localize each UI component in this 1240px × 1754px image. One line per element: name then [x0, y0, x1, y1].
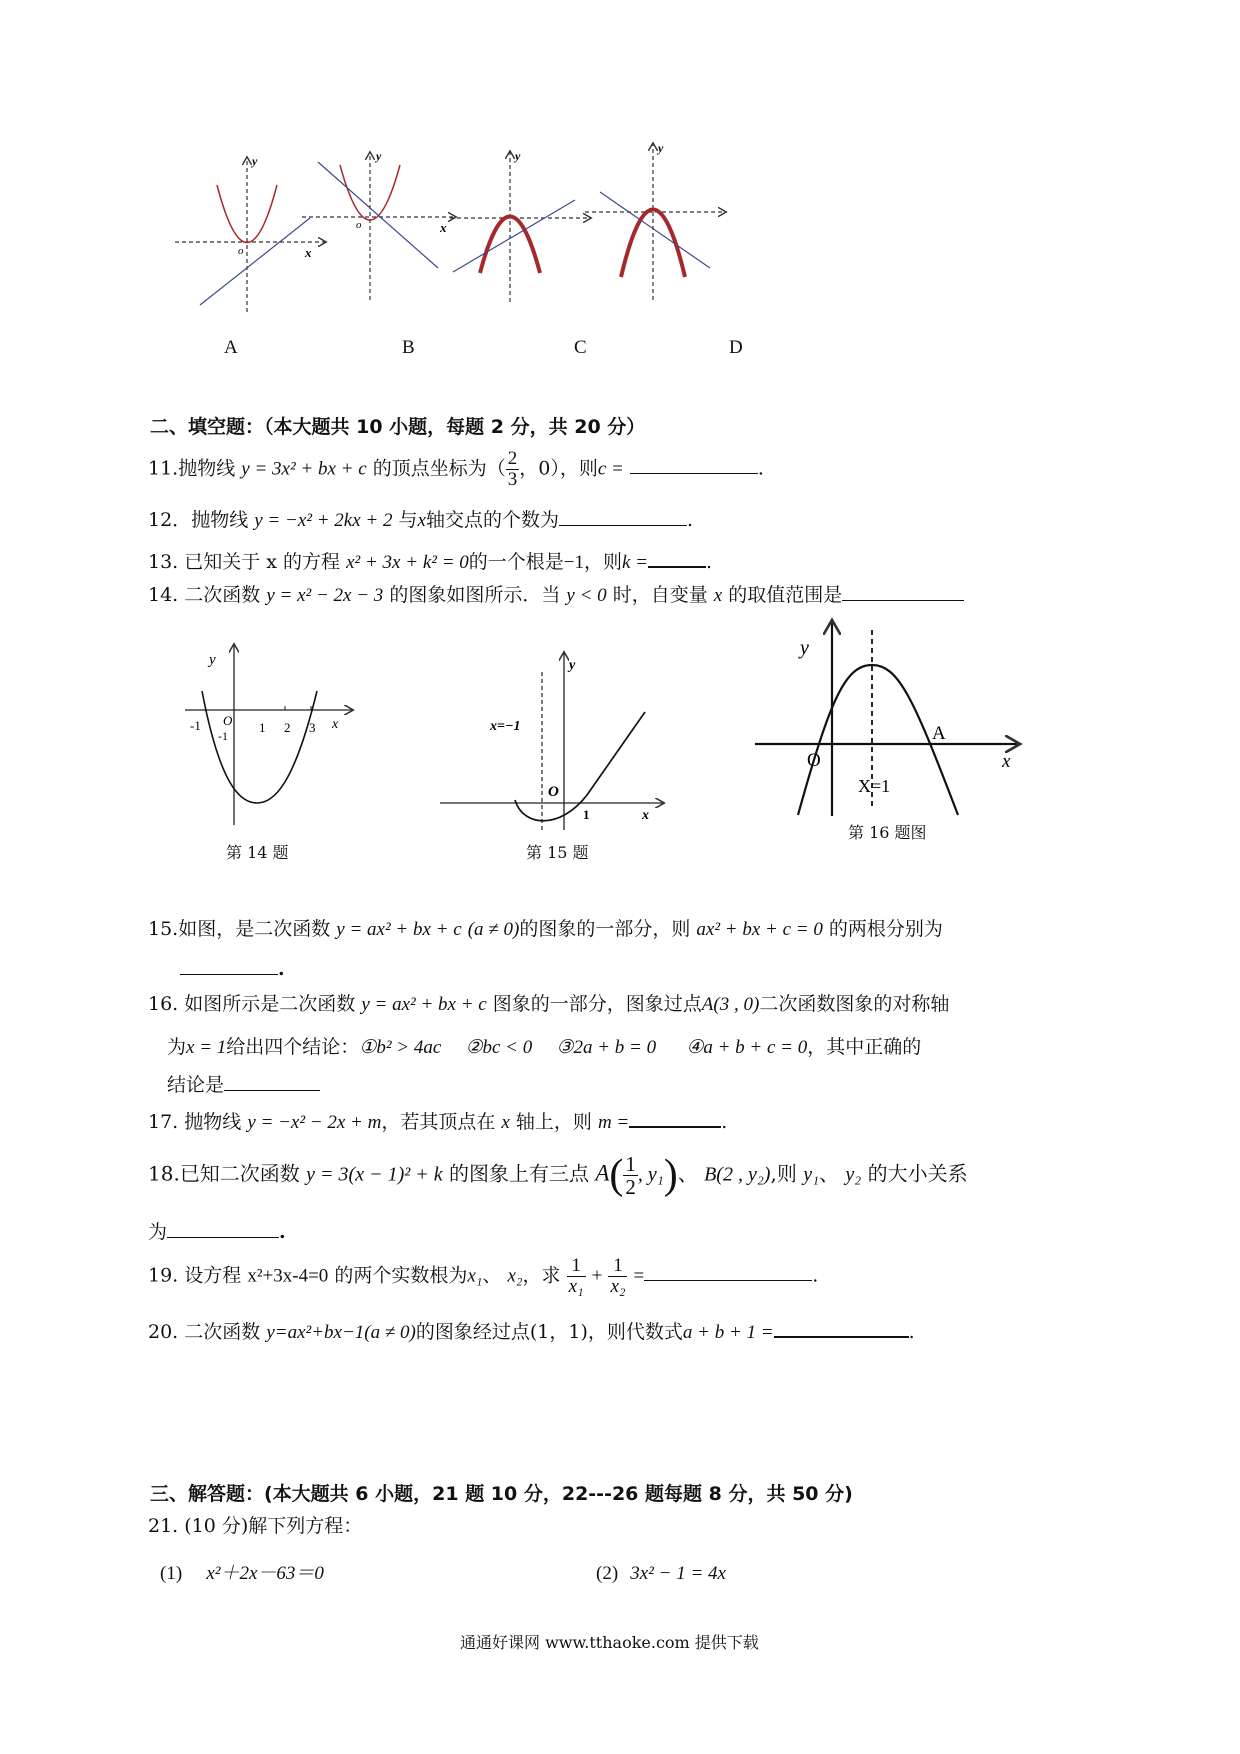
q19-frac2-den: x₂: [610, 1275, 626, 1297]
q17-text2: ，若其顶点在: [381, 1111, 496, 1133]
q16-equation: y = ax² + bx + c: [361, 994, 487, 1015]
fig14-x-label: x: [332, 717, 339, 732]
q14-text3: 时，自变量: [612, 584, 708, 606]
q18-equation: y = 3(x − 1)² + k: [306, 1163, 443, 1186]
q15-condition: (a ≠ 0): [467, 919, 520, 940]
q13-var: k =: [622, 552, 649, 573]
fig15-x-label: x: [642, 808, 649, 823]
question-11: [148, 449, 764, 490]
q19-text1: 设方程: [184, 1264, 242, 1287]
q13-num: 13.: [148, 551, 179, 573]
q16-text2: 图象的一部分，图象过点: [492, 993, 702, 1015]
q16-conclusion-1: ①b² > 4ac: [359, 1037, 442, 1058]
q12-text3: 轴交点的个数为: [425, 509, 559, 531]
q18-frac-den: 2: [625, 1174, 636, 1199]
q14-answer-blank[interactable]: [842, 600, 964, 601]
q16-point: A(3 , 0): [701, 994, 760, 1015]
q18-end: .: [279, 1221, 286, 1243]
q16-axis: x = 1: [186, 1037, 227, 1058]
graph-b-y: y: [376, 149, 382, 163]
q14-text2: 的图象如图所示．当: [389, 584, 561, 606]
q21-sub1-equation: x²＋2x－63＝0: [206, 1563, 324, 1584]
q12-var: x: [417, 510, 426, 531]
q21-sub2-equation: 3x² − 1 = 4x: [630, 1563, 726, 1584]
q19-frac2-num: 1: [608, 1256, 627, 1277]
q13-answer-blank[interactable]: [648, 566, 706, 568]
q20-num: 20.: [148, 1321, 179, 1343]
q11-text1: 抛物线: [178, 457, 236, 480]
question-20: [148, 1321, 915, 1345]
q20-expression: a + b + 1 =: [682, 1322, 774, 1343]
q18-num: 18.: [148, 1161, 180, 1186]
q19-frac1-den: x₁: [568, 1275, 584, 1297]
graph-b: [302, 149, 455, 300]
graph-a-origin: o: [238, 245, 244, 257]
q15-answer-blank[interactable]: [180, 974, 278, 975]
fig16-point-a: A: [932, 723, 946, 744]
fig16-x-label: x: [1002, 751, 1011, 772]
graph-a-y: y: [252, 154, 258, 168]
q18-text5: 的大小关系: [867, 1161, 968, 1186]
q18-answer-blank[interactable]: [167, 1237, 279, 1238]
q16-num: 16.: [148, 993, 179, 1015]
question-19: [148, 1256, 818, 1297]
q19-answer-blank[interactable]: [644, 1280, 812, 1281]
fig14-tick-1: 1: [259, 720, 266, 735]
q12-text2: 与: [398, 509, 418, 531]
q19-end: .: [812, 1264, 819, 1287]
q18-v1: y₁: [803, 1163, 820, 1186]
figure-15: [435, 650, 670, 835]
q21-sub1-num: (1): [160, 1563, 183, 1584]
fig16-origin: O: [807, 750, 821, 771]
q12-answer-blank[interactable]: [559, 525, 687, 526]
q11-num: 11.: [148, 457, 179, 480]
q18-text4: 、: [819, 1161, 840, 1186]
q19-plus: +: [591, 1265, 603, 1287]
q12-num: 12．: [148, 509, 192, 531]
q18-frac-num: 1: [625, 1151, 636, 1176]
q19-frac1: [567, 1256, 586, 1297]
q21-part-2: [596, 1562, 726, 1586]
q18-line2: [148, 1221, 286, 1244]
q20-answer-blank[interactable]: [774, 1336, 909, 1338]
q11-answer-blank[interactable]: [630, 473, 758, 474]
q19-equals: =: [633, 1265, 645, 1287]
fig14-tick-3: 3: [309, 720, 316, 735]
q11-text2: 的顶点坐标为（: [372, 457, 506, 480]
q18-y1: , y₁: [637, 1163, 664, 1186]
q18-fraction: [623, 1153, 638, 1198]
q19-num: 19.: [148, 1264, 179, 1287]
q20-equation: y=ax²+bx−1: [266, 1322, 365, 1343]
q17-var2: m =: [597, 1112, 630, 1133]
section3-heading: 三、解答题：(本大题共 6 小题，21 题 10 分，22---26 题每题 8 分，共 50 分): [150, 1483, 853, 1505]
q15-num: 15.: [148, 918, 179, 940]
question-16: [148, 993, 949, 1017]
q15-end: .: [278, 958, 285, 980]
question-18: 18.已知二次函数 y = 3(x − 1)² + k 的图象上有三点 A( $\frac{1}{2}$ , y₁)、 B(2 , y₂),则 y₁、 y₂ 的大小关系: [148, 1151, 968, 1199]
q16-text1: 如图所示是二次函数: [184, 993, 356, 1015]
q19-root1: x₁: [467, 1265, 483, 1287]
q18-text6: 为: [148, 1221, 168, 1243]
q16-line3: [167, 1074, 320, 1097]
graph-b-origin: o: [356, 219, 362, 231]
q13-root: −1: [563, 552, 584, 573]
q20-text2: 的图象经过点(1，1)，则代数式: [415, 1321, 683, 1343]
q19-text3: ，求: [522, 1264, 561, 1287]
question-21-title: 21. (10 分)解下列方程：: [148, 1515, 363, 1537]
q20-text1: 二次函数: [184, 1321, 261, 1343]
footer-credit: 通通好课网 www.tthaoke.com 提供下载: [460, 1633, 759, 1652]
q17-equation: y = −x² − 2x + m: [247, 1112, 382, 1133]
q11-frac-num: 2: [507, 448, 518, 469]
q16-line2: [167, 1036, 921, 1060]
option-graphs: [170, 141, 830, 320]
q14-condition: y < 0: [566, 585, 607, 606]
q18-point-b: B(2 , y₂): [704, 1163, 771, 1186]
fig14-origin: O: [223, 713, 233, 728]
q18-text2: 的图象上有三点: [448, 1161, 589, 1186]
q17-text3: 轴上，则: [515, 1111, 592, 1133]
option-label-c: C: [574, 337, 587, 358]
fig15-caption: 第 15 题: [526, 843, 589, 862]
q16-text5: 给出四个结论：: [226, 1036, 360, 1058]
q15-equation: y = ax² + bx + c: [336, 919, 462, 940]
question-17: [148, 1111, 727, 1135]
fig14-y-label: y: [209, 652, 216, 668]
q15-text3: 的两根分别为: [828, 918, 943, 940]
q20-end: .: [908, 1321, 915, 1343]
graph-a: [175, 154, 325, 312]
fig15-line-label: x=−1: [490, 719, 521, 734]
q16-text3: 二次函数图象的对称轴: [759, 993, 950, 1015]
q18-point-a: A: [595, 1160, 610, 1186]
fig15-y-label: y: [569, 658, 576, 673]
q17-text1: 抛物线: [184, 1111, 242, 1133]
fig16-axis-label: X=1: [858, 776, 891, 796]
fig14-tick-y: -1: [218, 729, 228, 743]
q18-text1: 已知二次函数: [179, 1161, 300, 1186]
graph-c: [450, 149, 590, 302]
q14-var: x: [713, 585, 723, 606]
graph-b-x: x: [440, 220, 447, 235]
q15-text1: 如图，是二次函数: [178, 918, 331, 940]
q19-frac1-num: 1: [567, 1256, 586, 1277]
fig15-tick-1: 1: [583, 807, 590, 822]
q18-v2: y₂: [845, 1163, 862, 1186]
q17-end: .: [721, 1111, 728, 1133]
q14-text4: 的取值范围是: [728, 584, 843, 606]
q19-text2: 的两个实数根为: [334, 1264, 468, 1287]
q13-text1: 已知关于 x 的方程: [184, 551, 341, 573]
q12-end: .: [686, 509, 694, 531]
q20-condition: (a ≠ 0): [364, 1322, 416, 1343]
q14-num: 14.: [148, 584, 179, 606]
q13-text3: ，则: [584, 551, 623, 573]
fig14-tick-neg1: -1: [190, 718, 201, 733]
q19-sep: 、: [482, 1264, 502, 1287]
q13-text2: 的一个根是: [468, 551, 564, 573]
question-15: [148, 918, 943, 942]
q12-equation: y = −x² + 2kx + 2: [254, 510, 393, 531]
figure-16: [750, 620, 1035, 818]
graph-c-y: y: [515, 149, 521, 163]
q19-root2: x₂: [507, 1265, 523, 1287]
option-label-a: A: [224, 337, 238, 358]
q16-conclusion-4: ④a + b + c = 0: [686, 1037, 808, 1058]
q11-var: c =: [597, 458, 624, 480]
q11-end: .: [757, 457, 764, 480]
q11-fraction: [506, 449, 520, 490]
fig15-origin: O: [548, 784, 559, 800]
figure-14: [180, 635, 360, 830]
q16-text7: 结论是: [167, 1074, 225, 1096]
question-14: [148, 584, 964, 608]
q16-text6: ，其中正确的: [807, 1036, 922, 1058]
q17-var: x: [501, 1112, 510, 1133]
fig16-caption: 第 16 题图: [848, 823, 927, 842]
q15-answer-line: [180, 958, 285, 981]
q17-num: 17.: [148, 1111, 179, 1133]
question-13: [148, 551, 712, 575]
q14-equation: y = x² − 2x − 3: [266, 585, 384, 606]
q15-equation2: ax² + bx + c = 0: [696, 919, 823, 940]
section2-heading: 二、填空题：（本大题共 10 小题，每题 2 分，共 20 分）: [150, 416, 646, 438]
q16-conclusion-3: ③2a + b = 0: [556, 1037, 657, 1058]
q11-frac-den: 3: [507, 468, 518, 490]
q18-text3: ,则: [770, 1161, 797, 1186]
q19-frac2: [608, 1256, 627, 1297]
graph-d: [585, 141, 725, 300]
q16-answer-blank[interactable]: [224, 1090, 320, 1091]
option-label-d: D: [729, 337, 743, 358]
q16-text4: 为: [167, 1036, 187, 1058]
fig16-y-label: y: [800, 637, 809, 659]
q11-equation: y = 3x² + bx + c: [241, 458, 367, 480]
option-label-b: B: [402, 337, 415, 358]
graph-a-x: x: [305, 245, 312, 260]
q11-text3: ，0），则: [519, 457, 598, 480]
q14-text1: 二次函数: [184, 584, 261, 606]
fig14-tick-2: 2: [284, 720, 291, 735]
q12-text1: 抛物线: [191, 509, 249, 531]
question-12: [148, 509, 693, 533]
q21-part-1: [160, 1562, 324, 1586]
q18-sep: 、: [677, 1161, 698, 1186]
q17-answer-blank[interactable]: [629, 1126, 721, 1128]
q16-conclusion-2: ②bc < 0: [465, 1037, 533, 1058]
q13-equation: x² + 3x + k² = 0: [346, 552, 469, 573]
q19-equation: x²+3x-4=0: [247, 1265, 329, 1287]
q13-end: .: [706, 551, 713, 573]
graph-d-y: y: [658, 141, 664, 155]
fig14-caption: 第 14 题: [226, 843, 289, 862]
q21-sub2-num: (2): [596, 1563, 619, 1584]
q15-text2: 的图象的一部分，则: [519, 918, 691, 940]
